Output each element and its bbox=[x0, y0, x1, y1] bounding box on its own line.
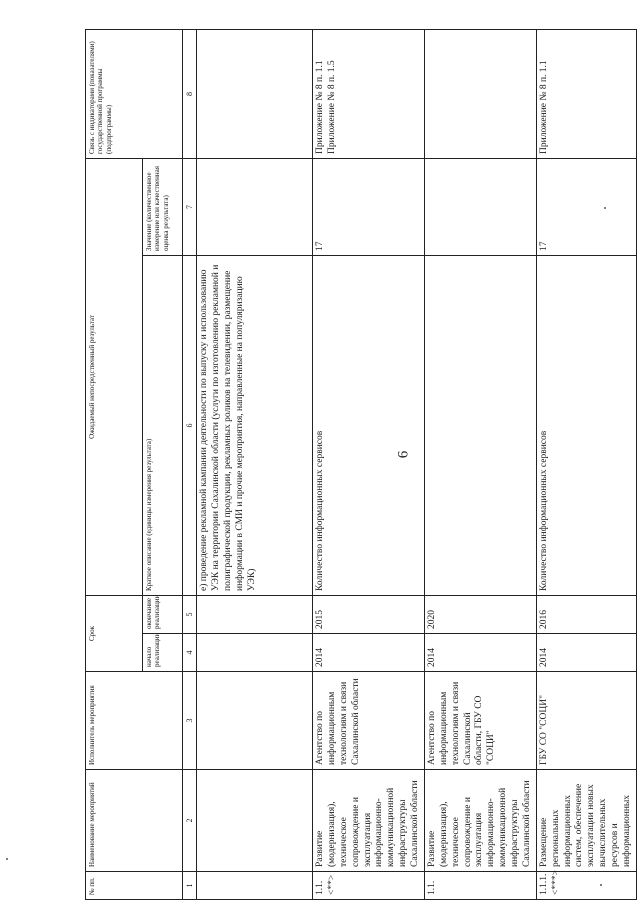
cell-start: 2014 bbox=[424, 634, 536, 672]
header-result-value: Значение (количественное измерение или качественная оценка результата) bbox=[143, 158, 183, 255]
column-number: 1 bbox=[183, 872, 197, 900]
page-number: 6 bbox=[395, 450, 412, 459]
table-row bbox=[197, 29, 313, 899]
cell-measure-name: Развитие (модернизация), техническое сопровождение и эксплуатация информационно-коммуникационной инфраструктуры Сахалинской области bbox=[424, 770, 536, 872]
header-executor: Исполнитель мероприятия bbox=[86, 672, 183, 770]
cell-end bbox=[197, 595, 313, 633]
rotated-page-content bbox=[85, 30, 632, 900]
cell-result-description bbox=[424, 255, 536, 595]
table-row bbox=[536, 29, 636, 899]
cell-indicator-link bbox=[197, 29, 313, 158]
cell-result-value bbox=[197, 158, 313, 255]
cell-executor bbox=[197, 672, 313, 770]
cell-end: 2015 bbox=[313, 595, 425, 633]
header-term-start: начало реализации bbox=[143, 634, 183, 672]
table-row bbox=[424, 29, 536, 899]
cell-end: 2020 bbox=[424, 595, 536, 633]
cell-measure-name: Размещение региональных информационных систем, обеспечение эксплуатации новых вычислительных ресурсов и информационных bbox=[536, 770, 636, 872]
scan-speck bbox=[604, 207, 606, 209]
cell-start: 2014 bbox=[313, 634, 425, 672]
column-number: 7 bbox=[183, 158, 197, 255]
header-measure-name: Наименование мероприятий bbox=[86, 770, 183, 872]
cell-executor: ГБУ СО "СОЦИ" bbox=[536, 672, 636, 770]
cell-executor: Агентство по информационным технологиям и связи Сахалинской области, ГБУ СО "СОЦИ" bbox=[424, 672, 536, 770]
cell-result-value: 17 bbox=[536, 158, 636, 255]
column-number: 8 bbox=[183, 29, 197, 158]
column-number-row bbox=[183, 29, 197, 899]
column-number: 6 bbox=[183, 255, 197, 595]
cell-start: 2014 bbox=[536, 634, 636, 672]
cell-number: 1.1.1. <***> bbox=[536, 872, 636, 900]
cell-number: 1.1. <**> bbox=[313, 872, 425, 900]
cell-result-description: е) проведение рекламной кампании деятельности по выпуску и использованию УЭК на территории Сахалинской области (услуги по изготовлению рекламной и полиграфической продукции, рекламных роликов на телевидении, размещение информации в СМИ и прочие мероприятия, направленные на популяризацию УЭК) bbox=[197, 255, 313, 595]
cell-result-description: Количество информационных сервисов bbox=[536, 255, 636, 595]
cell-indicator-link bbox=[424, 29, 536, 158]
scan-speck bbox=[600, 884, 602, 886]
cell-result-description: Количество информационных сервисов bbox=[313, 255, 425, 595]
header-term: Срок bbox=[86, 595, 143, 671]
table-row bbox=[313, 29, 425, 899]
cell-result-value bbox=[424, 158, 536, 255]
column-number: 4 bbox=[183, 634, 197, 672]
scan-speck bbox=[6, 858, 8, 860]
cell-indicator-link: Приложение № 8 п. 1.1 Приложение № 8 п. 1.5 bbox=[313, 29, 425, 158]
header-indicator-link: Связь с индикаторами (показателями) государственной программы (подпрограммы) bbox=[86, 29, 183, 158]
measures-table bbox=[85, 29, 637, 900]
cell-measure-name: Развитие (модернизация), техническое сопровождение и эксплуатация информационно-коммуникационной инфраструктуры Сахалинской области bbox=[313, 770, 425, 872]
cell-indicator-link: Приложение № 8 п. 1.1 bbox=[536, 29, 636, 158]
cell-result-value: 17 bbox=[313, 158, 425, 255]
column-number: 3 bbox=[183, 672, 197, 770]
cell-executor: Агентство по информационным технологиям и связи Сахалинской области bbox=[313, 672, 425, 770]
cell-number: 1.1. bbox=[424, 872, 536, 900]
cell-measure-name bbox=[197, 770, 313, 872]
column-number: 2 bbox=[183, 770, 197, 872]
header-expected-result: Ожидаемый непосредственный результат bbox=[86, 158, 143, 595]
header-result-description: Краткое описание (единицы измерения результата) bbox=[143, 255, 183, 595]
header-term-end: окончание реализации bbox=[143, 595, 183, 633]
cell-number bbox=[197, 872, 313, 900]
column-number: 5 bbox=[183, 595, 197, 633]
cell-start bbox=[197, 634, 313, 672]
cell-end: 2016 bbox=[536, 595, 636, 633]
header-number: № пп. bbox=[86, 872, 183, 900]
